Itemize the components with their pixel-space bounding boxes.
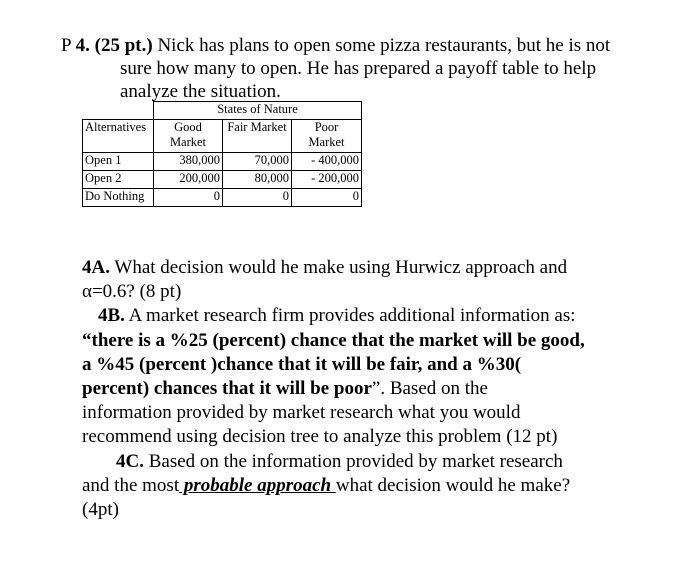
q4a-line-2: α=0.6? (8 pt) bbox=[82, 281, 182, 303]
q4a-line-1 bbox=[82, 256, 642, 280]
table-row bbox=[83, 189, 362, 207]
col-fair-market: Fair Market bbox=[223, 120, 292, 153]
cell-fair: 80,000 bbox=[223, 171, 292, 189]
problem-line-1 bbox=[61, 34, 671, 57]
q4b-bold-2: a %45 (percent )chance that it will be fair, and a %30( bbox=[82, 353, 522, 375]
q4b-bold-1: “there is a %25 (percent) chance that the market will be good, bbox=[82, 329, 585, 351]
q4b-line-6: recommend using decision tree to analyze this problem (12 pt) bbox=[82, 426, 558, 448]
q4c-pre: and the most bbox=[82, 474, 180, 496]
table-row bbox=[83, 153, 362, 171]
q4a-label: 4A. bbox=[82, 257, 110, 278]
table-header-row bbox=[83, 120, 362, 153]
problem-line-2: sure how many to open. He has prepared a payoff table to help bbox=[120, 58, 597, 79]
q4a-text-1: What decision would he make using Hurwicz approach and bbox=[109, 257, 568, 278]
q4b-label: 4B. bbox=[98, 305, 125, 327]
q4c-label: 4C. bbox=[116, 450, 144, 472]
cell-poor: - 200,000 bbox=[292, 171, 362, 189]
problem-number: P bbox=[61, 35, 76, 56]
cell-fair: 70,000 bbox=[223, 153, 292, 171]
cell-fair: 0 bbox=[223, 189, 292, 207]
payoff-table-wrap bbox=[82, 101, 362, 207]
states-of-nature-header: States of Nature bbox=[154, 102, 362, 120]
q4b-bold-3: percent) chances that it will be poor bbox=[82, 378, 372, 400]
q4b-line-5: information provided by market research what you would bbox=[82, 402, 521, 424]
problem-line1-text: Nick has plans to open some pizza restaurants, but he is not bbox=[152, 35, 611, 56]
col-poor-line1: Poor bbox=[314, 120, 339, 134]
q4c-line-3: (4pt) bbox=[82, 499, 119, 521]
col-poor-market bbox=[292, 120, 362, 153]
cell-good: 200,000 bbox=[154, 171, 223, 189]
col-good-line2: Market bbox=[169, 135, 207, 149]
q4c-probable-approach: probable approach bbox=[179, 474, 336, 496]
q4b-after-3: ”. Based on the bbox=[371, 378, 488, 400]
col-good-market bbox=[154, 120, 223, 153]
q4b-line-1 bbox=[82, 304, 642, 328]
problem-statement bbox=[61, 34, 671, 103]
cell-poor: - 400,000 bbox=[292, 153, 362, 171]
q4b-line-3 bbox=[82, 353, 642, 377]
problem-heading: 4. (25 pt.) bbox=[75, 35, 153, 56]
row-label: Open 1 bbox=[83, 153, 154, 171]
q4c-text-1: Based on the information provided by market research bbox=[143, 450, 563, 472]
table-row bbox=[83, 171, 362, 189]
table-corner bbox=[83, 102, 154, 120]
q4b-line-2 bbox=[82, 329, 642, 353]
q4b-line-4 bbox=[82, 377, 642, 401]
col-poor-line2: Market bbox=[308, 135, 345, 149]
q4b-text-1: A market research firm provides additional information as: bbox=[124, 305, 576, 327]
col-good-line1: Good bbox=[174, 120, 202, 134]
alternatives-header: Alternatives bbox=[83, 120, 154, 153]
payoff-table bbox=[82, 101, 362, 207]
cell-good: 380,000 bbox=[154, 153, 223, 171]
cell-poor: 0 bbox=[292, 189, 362, 207]
row-label: Do Nothing bbox=[83, 189, 154, 207]
problem-line-3: analyze the situation. bbox=[120, 81, 281, 102]
row-label: Open 2 bbox=[83, 171, 154, 189]
q4c-post: what decision would he make? bbox=[335, 474, 571, 496]
questions-block bbox=[82, 256, 642, 522]
q4c-line-1 bbox=[82, 450, 642, 474]
cell-good: 0 bbox=[154, 189, 223, 207]
q4c-line-2 bbox=[82, 474, 642, 498]
